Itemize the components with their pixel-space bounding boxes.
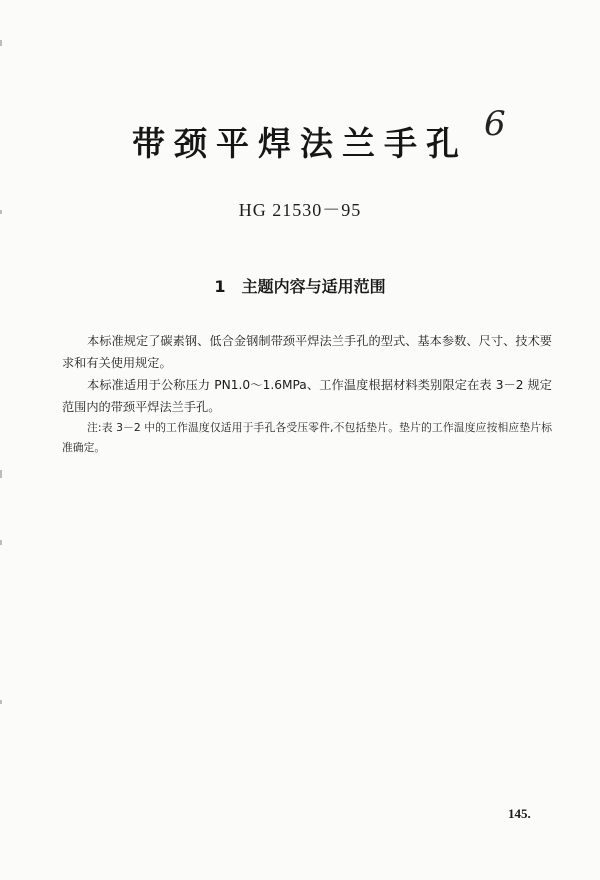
note-text: 注:表 3－2 中的工作温度仅适用于手孔各受压零件,不包括垫片。垫片的工作温度应按相应垫片标准确定。: [62, 421, 552, 454]
section-title: 主题内容与适用范围: [241, 277, 386, 296]
handwritten-mark: 6: [484, 104, 506, 144]
section-heading: [0, 274, 600, 297]
scan-edge-mark: [0, 40, 2, 46]
document-title: 带颈平焊法兰手孔: [132, 124, 468, 163]
paragraph: 本标准适用于公称压力 PN1.0～1.6MPa、工作温度根据材料类别限定在表 3－2 规定范围内的带颈平焊法兰手孔。: [62, 378, 552, 414]
body-text: [62, 330, 552, 458]
page-number: 145.: [508, 806, 531, 821]
standard-code: HG 21530－95: [238, 200, 362, 220]
scan-edge-mark: [0, 700, 2, 704]
paragraph: 本标准规定了碳素钢、低合金钢制带颈平焊法兰手孔的型式、基本参数、尺寸、技术要求和有关使用规定。: [62, 334, 552, 370]
section-number: 1: [214, 277, 226, 296]
scan-edge-mark: [0, 540, 2, 545]
scan-edge-mark: [0, 470, 2, 478]
